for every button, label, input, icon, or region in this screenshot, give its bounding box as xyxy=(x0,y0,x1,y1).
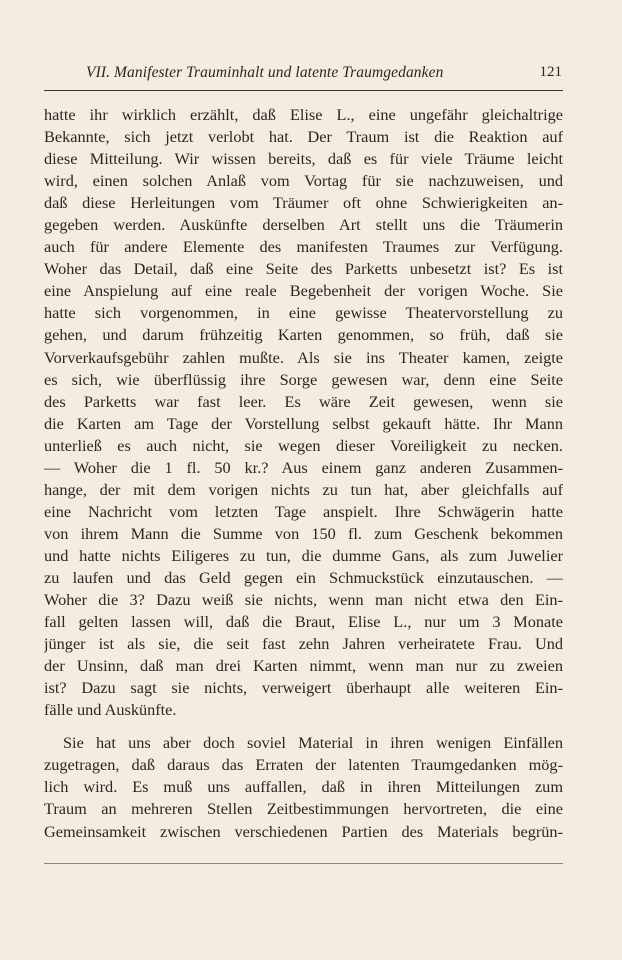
text-line: zu laufen und das Geld gegen ein Schmuckstück einzutauschen. — xyxy=(44,567,563,587)
text-line: lich wird. Es muß uns auffallen, daß in ihren Mitteilungen zum xyxy=(44,777,563,797)
text-line: fälle und Auskünfte. xyxy=(44,700,177,720)
text-line: — Woher die 1 fl. 50 kr.? Aus einem ganz anderen Zusammen- xyxy=(44,457,563,477)
text-line: fall gelten lassen will, daß die Braut, Elise L., nur um 3 Monate xyxy=(44,612,563,632)
text-line: ist? Dazu sagt sie nichts, verweigert überhaupt alle weiteren Ein- xyxy=(44,678,563,698)
body-text xyxy=(44,104,563,843)
text-line: hatte sich vorgenommen, in eine gewisse Theatervorstellung zu xyxy=(44,303,563,323)
text-line: die Karten am Tage der Vorstellung selbst gekauft hätte. Ihr Mann xyxy=(44,413,563,433)
text-line: zugetragen, daß daraus das Erraten der latenten Traumgedanken mög- xyxy=(44,755,563,775)
text-line: unterließ es auch nicht, sie wegen dieser Voreiligkeit zu necken. xyxy=(44,435,563,455)
text-line: Woher das Detail, daß eine Seite des Parketts unbesetzt ist? Es ist xyxy=(44,259,563,279)
footer-rule xyxy=(44,863,563,864)
paragraph-1 xyxy=(44,104,563,721)
text-line: eine Anspielung auf eine reale Begebenheit der vorigen Woche. Sie xyxy=(44,281,563,301)
paragraph-2 xyxy=(44,732,563,842)
running-header xyxy=(44,64,562,88)
text-line: gegeben werden. Auskünfte derselben Art stellt uns die Träumerin xyxy=(44,215,563,235)
running-title: VII. Manifester Trauminhalt und latente Traumgedanken xyxy=(86,64,444,81)
text-line: und hatte nichts Eiligeres zu tun, die dumme Gans, als zum Juwelier xyxy=(44,545,563,565)
text-line: Woher die 3? Dazu weiß sie nichts, wenn man nicht etwa den Ein- xyxy=(44,590,563,610)
text-line: eine Nachricht vom letzten Tage anspielt. Ihre Schwägerin hatte xyxy=(44,501,563,521)
text-line: es sich, wie überflüssig ihre Sorge gewesen war, denn eine Seite xyxy=(44,369,563,389)
text-line: daß diese Herleitungen vom Träumer oft ohne Schwierigkeiten an- xyxy=(44,193,563,213)
text-line: gehen, und darum frühzeitig Karten genommen, so früh, daß sie xyxy=(44,325,563,345)
text-line: Bekannte, sich jetzt verlobt hat. Der Traum ist die Reaktion auf xyxy=(44,127,563,147)
text-line: wird, einen solchen Anlaß vom Vortag für sie nachzuweisen, und xyxy=(44,171,563,191)
text-line: des Parketts war fast leer. Es wäre Zeit gewesen, wenn sie xyxy=(44,391,563,411)
header-rule xyxy=(44,90,563,91)
text-line: Vorverkaufsgebühr zahlen mußte. Als sie ins Theater kamen, zeigte xyxy=(44,347,563,367)
text-line: diese Mitteilung. Wir wissen bereits, daß es für viele Träume leicht xyxy=(44,149,563,169)
text-line: Sie hat uns aber doch soviel Material in ihren wenigen Einfällen xyxy=(63,733,563,753)
text-line: der Unsinn, daß man drei Karten nimmt, wenn man nur zu zweien xyxy=(44,656,563,676)
text-line: Traum an mehreren Stellen Zeitbestimmungen hervortreten, die eine xyxy=(44,799,563,819)
page-number: 121 xyxy=(539,64,562,80)
text-line: hatte ihr wirklich erzählt, daß Elise L., eine ungefähr gleichaltrige xyxy=(44,105,563,124)
text-line: auch für andere Elemente des manifesten Traumes zur Verfügung. xyxy=(44,237,563,257)
text-line: hange, der mit dem vorigen nichts zu tun hat, aber gleichfalls auf xyxy=(44,479,563,499)
text-line: jünger ist als sie, die seit fast zehn Jahren verheiratete Frau. Und xyxy=(44,634,563,654)
text-line: Gemeinsamkeit zwischen verschiedenen Partien des Materials begrün- xyxy=(44,821,563,841)
text-line: von ihrem Mann die Summe von 150 fl. zum Geschenk bekommen xyxy=(44,523,563,543)
